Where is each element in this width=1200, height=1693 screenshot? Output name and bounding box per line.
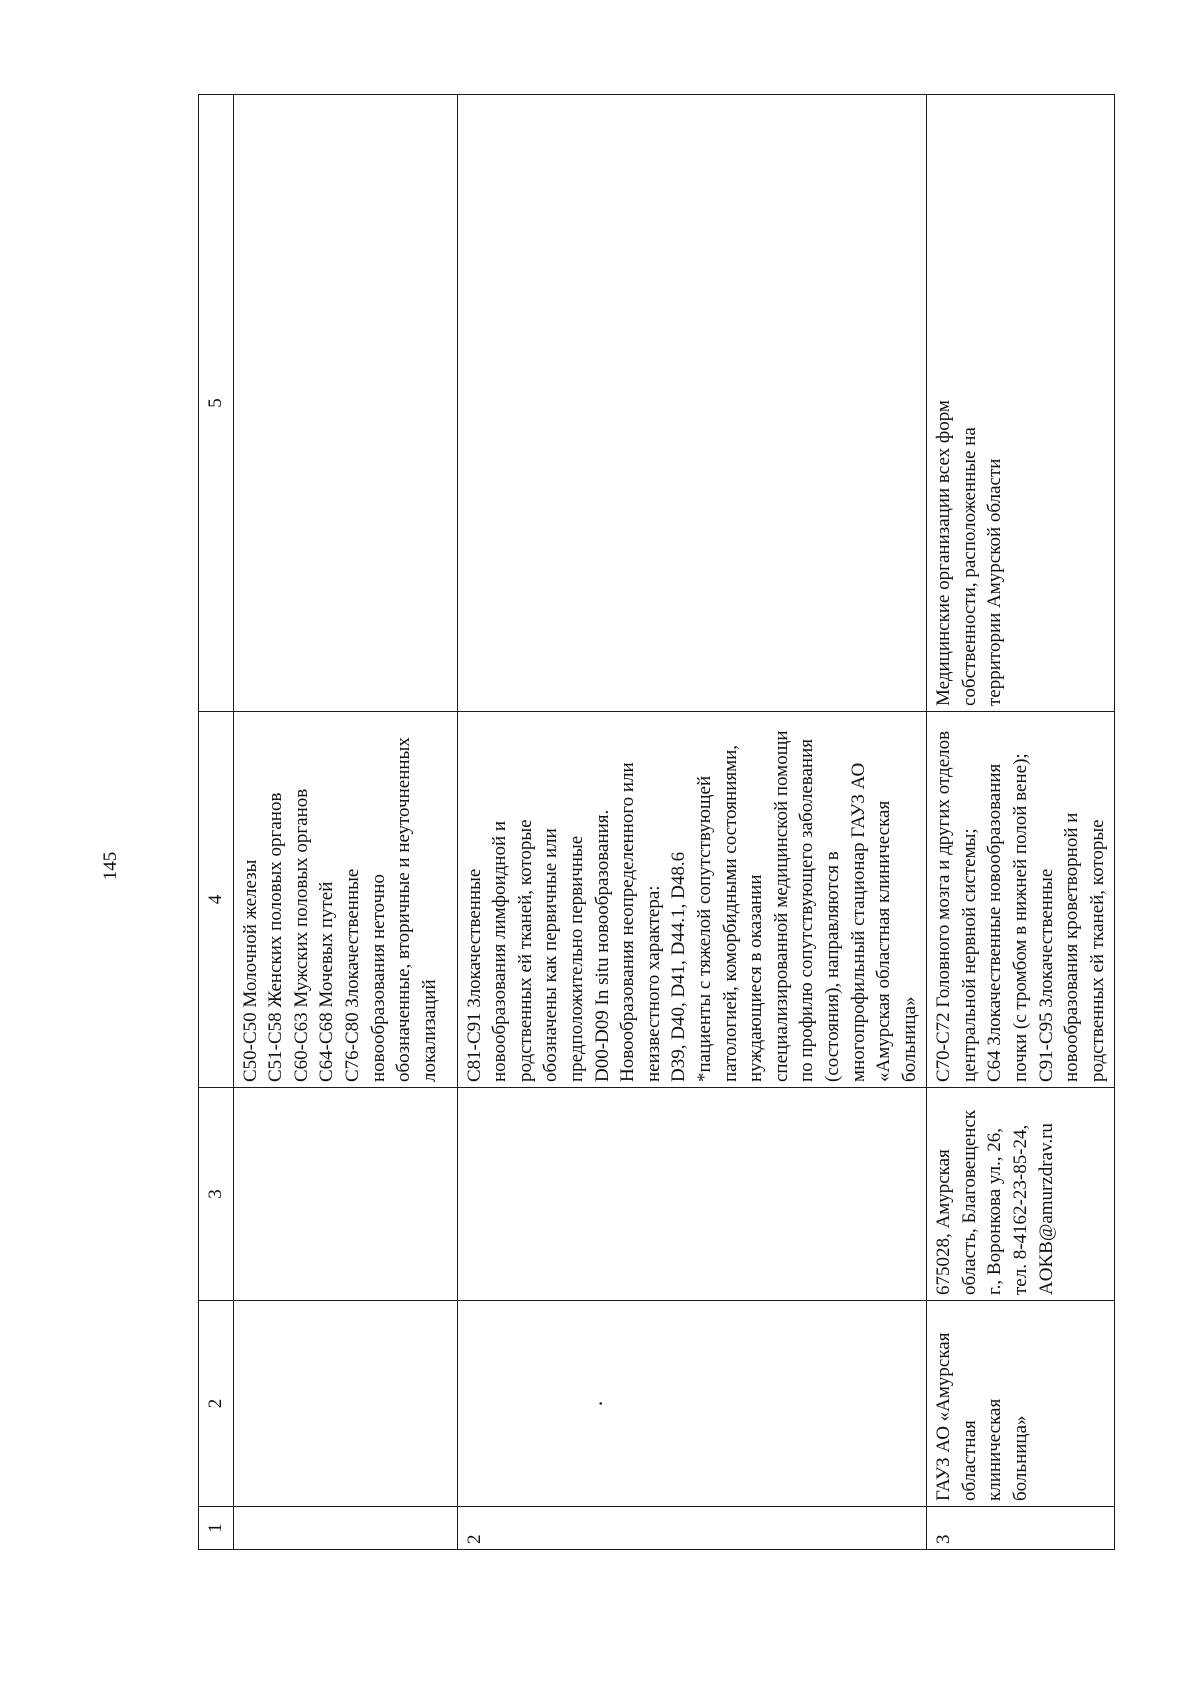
col-header-1: 1 [199, 1507, 234, 1550]
served-area-cell [457, 95, 927, 712]
cell-line: обозначенные, вторичные и неуточненных [393, 737, 415, 1082]
cell-line: тел. 8-4162-23-85-24, [1010, 1124, 1032, 1295]
diagnoses-cell [233, 712, 457, 1088]
rotated-table-container [198, 150, 1112, 1550]
cell-line: собственности, расположенные на [958, 427, 980, 706]
cell-line: неизвестного характера: [642, 885, 664, 1082]
cell-line: C70-C72 Головного мозга и других отделов [933, 730, 955, 1082]
col-header-3: 3 [199, 1088, 234, 1301]
cell-line: новообразования неточно [367, 874, 389, 1082]
diagnoses-cell [927, 712, 1115, 1088]
stray-mark: . [581, 1400, 607, 1407]
cell-line: нуждающиеся в оказании [745, 874, 767, 1082]
cell-line: *пациенты с тяжелой сопутствующей [693, 775, 715, 1082]
organization-cell [457, 1301, 927, 1507]
cell-line: ГАУЗ АО «Амурская [933, 1332, 955, 1501]
referral-table [198, 94, 1115, 1550]
cell-line: по профилю сопутствующего заболевания [796, 738, 818, 1082]
cell-line: центральной нервной системы; [958, 828, 980, 1082]
cell-line: почки (с тромбом в нижней полой вене); [1010, 753, 1032, 1082]
row-number-cell: 3 [927, 1507, 1115, 1550]
cell-line: новообразования кроветворной и [1061, 812, 1083, 1082]
cell-line: область, Благовещенск [958, 1109, 980, 1295]
cell-line: C81-C91 Злокачественные [463, 868, 485, 1082]
cell-line: обозначены как первичные или [540, 828, 562, 1082]
cell-line: областная [958, 1420, 980, 1501]
cell-line: Медицинские организации всех форм [933, 400, 955, 706]
cell-line: C91-C95 Злокачественные [1035, 868, 1057, 1082]
cell-line: клиническая [984, 1398, 1006, 1501]
cell-line: г., Воронкова ул., 26, [984, 1127, 1006, 1295]
page-number: 145 [100, 851, 121, 881]
cell-line: C51-C58 Женских половых органов [265, 792, 287, 1082]
row-number-cell [233, 1507, 457, 1550]
cell-line: Новообразования неопределенного или [617, 762, 639, 1082]
table-header-row [199, 95, 234, 1550]
cell-line: территории Амурской области [984, 458, 1006, 706]
cell-line: предположительно первичные [565, 835, 587, 1082]
served-area-cell [233, 95, 457, 712]
cell-line: (состояния), направляются в [821, 851, 843, 1082]
cell-line: многопрофильный стационар ГАУЗ АО [847, 762, 869, 1082]
cell-line: D39, D40, D41, D44.1, D48.6 [668, 851, 690, 1082]
organization-cell [927, 1301, 1115, 1507]
cell-line: патологией, коморбидными состояниями, [719, 744, 741, 1082]
address-cell [927, 1088, 1115, 1301]
row-number-cell: 2 [457, 1507, 927, 1550]
col-header-4: 4 [199, 712, 234, 1088]
cell-line: C76-C80 Злокачественные [341, 868, 363, 1082]
cell-line: C64 Злокачественные новообразования [984, 763, 1006, 1082]
cell-line: новообразования лимфоидной и [489, 820, 511, 1082]
table-row [927, 95, 1115, 1550]
cell-line: родственных ей тканей, которые [514, 819, 536, 1082]
diagnoses-cell [457, 712, 927, 1088]
cell-line: C64-C68 Мочевых путей [316, 881, 338, 1082]
cell-line: специализированной медицинской помощи [770, 730, 792, 1082]
cell-line: C60-C63 Мужских половых органов [290, 788, 312, 1082]
cell-line: родственных ей тканей, которые [1086, 819, 1108, 1082]
cell-line: AOKB@amurzdrav.ru [1035, 1123, 1057, 1295]
table-row [233, 95, 457, 1550]
col-header-5: 5 [199, 95, 234, 712]
cell-line: «Амурская областная клиническая [873, 800, 895, 1082]
organization-cell [233, 1301, 457, 1507]
served-area-cell [927, 95, 1115, 712]
cell-line: локализаций [418, 979, 440, 1082]
col-header-2: 2 [199, 1301, 234, 1507]
cell-line: C50-C50 Молочной железы [239, 859, 261, 1082]
table-row [457, 95, 927, 1550]
cell-line: больница» [898, 996, 920, 1082]
address-cell [233, 1088, 457, 1301]
cell-line: больница» [1010, 1415, 1032, 1501]
cell-line: D00-D09 In situ новообразования. [591, 809, 613, 1082]
address-cell [457, 1088, 927, 1301]
cell-line: 675028, Амурская [933, 1149, 955, 1295]
